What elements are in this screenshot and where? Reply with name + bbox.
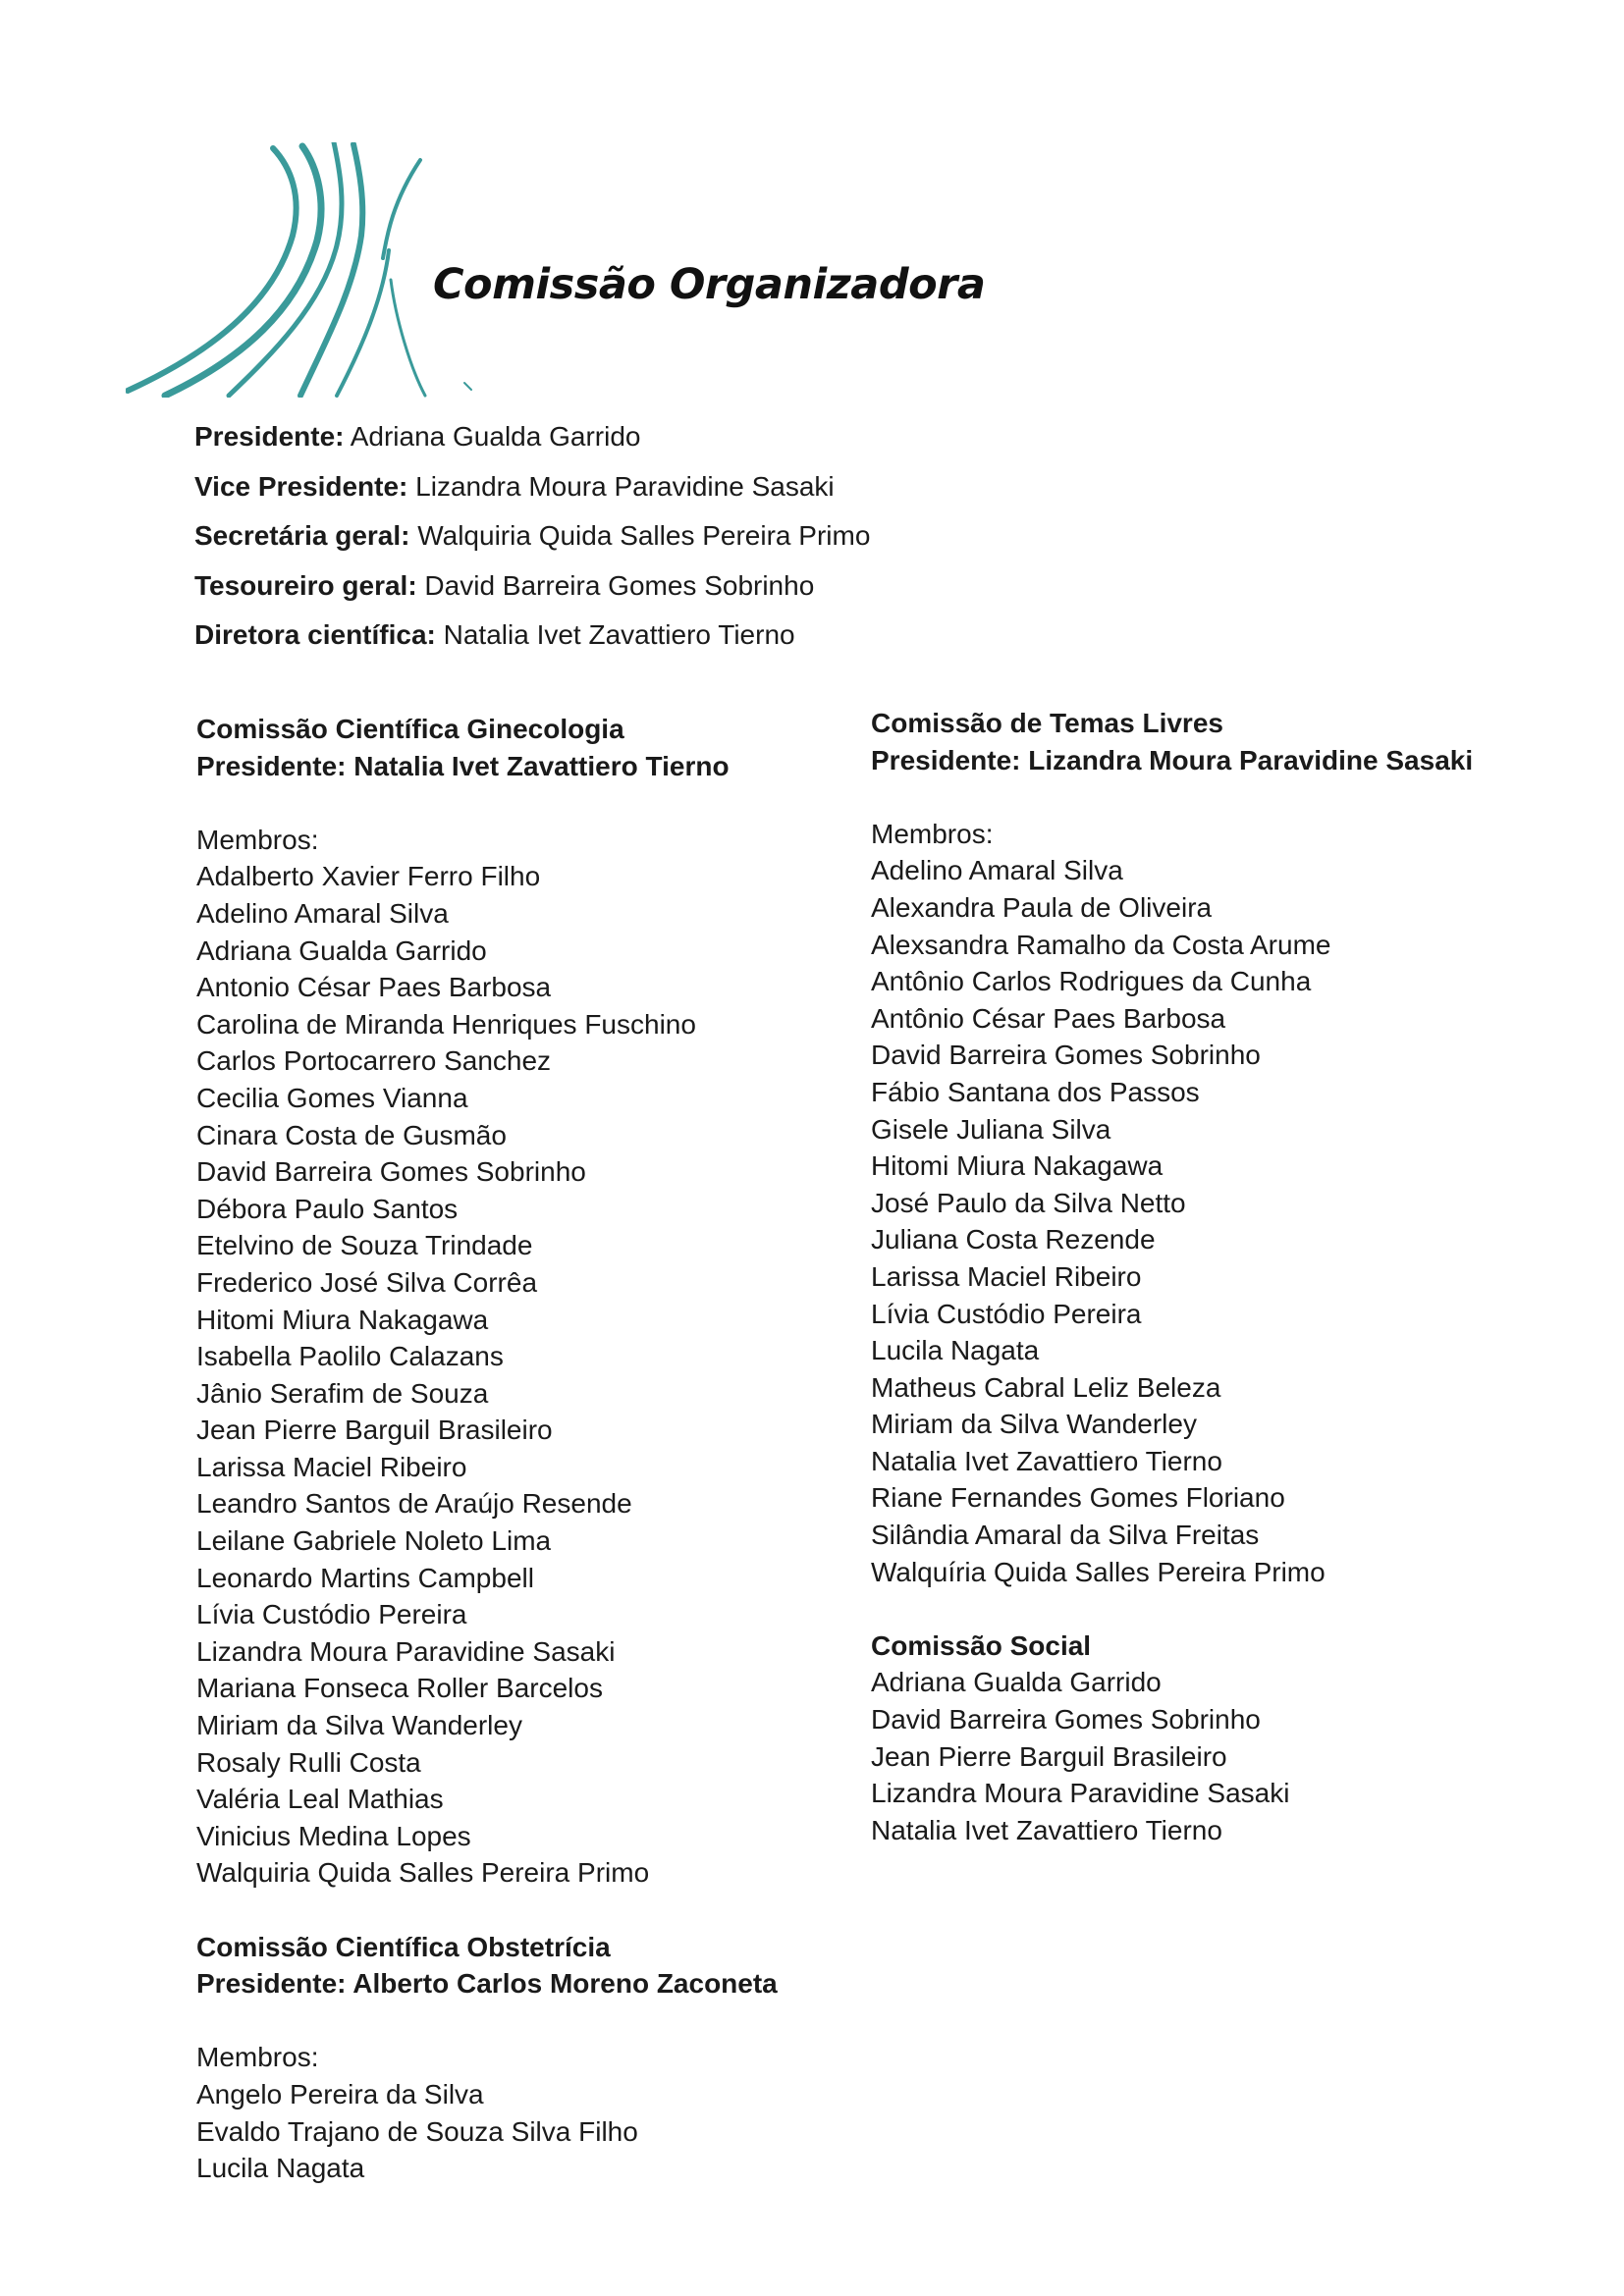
member-item: Jean Pierre Barguil Brasileiro — [871, 1740, 1227, 1772]
member-item: Lívia Custódio Pereira — [196, 1599, 467, 1630]
member-item: Adelino Amaral Silva — [196, 897, 449, 929]
logo-stroke-8 — [464, 383, 471, 390]
spacer — [871, 778, 1473, 816]
members-label: Membros: — [196, 2042, 319, 2073]
member-item: Adriana Gualda Garrido — [196, 934, 487, 966]
member-item: Etelvino de Souza Trindade — [196, 1230, 533, 1261]
member-item: Gisele Juliana Silva — [871, 1113, 1111, 1145]
member-item: Lizandra Moura Paravidine Sasaki — [196, 1635, 616, 1667]
member-item: Walquiria Quida Salles Pereira Primo — [196, 1857, 650, 1889]
members-label: Membros: — [196, 824, 319, 855]
member-item: Miriam da Silva Wanderley — [871, 1409, 1197, 1440]
page-title: Comissão Organizadora — [433, 260, 986, 309]
logo-stroke-6 — [383, 160, 420, 258]
member-item: Isabella Paolilo Calazans — [196, 1341, 504, 1372]
member-item: Cinara Costa de Gusmão — [196, 1119, 507, 1150]
member-item: Jânio Serafim de Souza — [196, 1377, 489, 1409]
member-item: Lucila Nagata — [196, 2153, 365, 2184]
member-item: Frederico José Silva Corrêa — [196, 1266, 538, 1298]
section-president: Presidente: Lizandra Moura Paravidine Sasaki — [871, 744, 1474, 775]
logo-stroke-3 — [229, 142, 342, 396]
spacer — [196, 1892, 778, 1929]
officer-role: Presidente: — [194, 421, 345, 452]
officer-name: Natalia Ivet Zavattiero Tierno — [435, 619, 795, 650]
section-heading: Comissão Social — [871, 1629, 1092, 1661]
member-item: Larissa Maciel Ribeiro — [871, 1260, 1142, 1292]
member-item: Adalberto Xavier Ferro Filho — [196, 861, 541, 892]
member-item: Vinicius Medina Lopes — [196, 1820, 471, 1851]
officer-row — [194, 611, 870, 661]
officer-role: Secretária geral: — [194, 520, 410, 551]
member-item: Jean Pierre Barguil Brasileiro — [196, 1415, 553, 1446]
member-item: Alexsandra Ramalho da Costa Arume — [871, 929, 1331, 960]
member-item: Antônio Carlos Rodrigues da Cunha — [871, 966, 1312, 997]
member-item: Lizandra Moura Paravidine Sasaki — [871, 1778, 1290, 1809]
member-item: Lívia Custódio Pereira — [871, 1298, 1142, 1329]
member-item: Riane Fernandes Gomes Floriano — [871, 1482, 1285, 1514]
officer-name: Walquiria Quida Salles Pereira Primo — [409, 520, 871, 551]
officer-name: David Barreira Gomes Sobrinho — [416, 569, 815, 601]
member-item: Hitomi Miura Nakagawa — [871, 1150, 1164, 1182]
logo-stroke-5 — [337, 250, 389, 396]
member-item: David Barreira Gomes Sobrinho — [871, 1040, 1261, 1071]
member-item: Rosaly Rulli Costa — [196, 1746, 421, 1778]
member-item: Matheus Cabral Leliz Beleza — [871, 1371, 1221, 1403]
member-item: Juliana Costa Rezende — [871, 1224, 1156, 1255]
spacer — [196, 2002, 778, 2040]
member-item: Fábio Santana dos Passos — [871, 1076, 1200, 1107]
member-item: Valéria Leal Mathias — [196, 1784, 444, 1815]
officer-name: Lizandra Moura Paravidine Sasaki — [407, 470, 835, 502]
officer-role: Vice Presidente: — [194, 470, 408, 502]
officer-row — [194, 462, 870, 512]
section-heading: Comissão de Temas Livres — [871, 708, 1223, 738]
section-president: Presidente: Alberto Carlos Moreno Zaconeta — [196, 1968, 778, 2000]
member-item: Lucila Nagata — [871, 1335, 1040, 1366]
officer-row — [194, 561, 870, 612]
member-item: Angelo Pereira da Silva — [196, 2078, 484, 2109]
officer-role: Diretora científica: — [194, 619, 436, 650]
member-item: Larissa Maciel Ribeiro — [196, 1451, 467, 1482]
member-item: Miriam da Silva Wanderley — [196, 1710, 522, 1741]
member-item: Walquíria Quida Salles Pereira Primo — [871, 1556, 1326, 1587]
member-item: Adelino Amaral Silva — [871, 855, 1123, 886]
spacer — [196, 784, 778, 822]
member-item: Natalia Ivet Zavattiero Tierno — [871, 1445, 1222, 1476]
member-item: Mariana Fonseca Roller Barcelos — [196, 1673, 603, 1704]
member-item: Antônio César Paes Barbosa — [871, 1002, 1226, 1034]
officer-name: Adriana Gualda Garrido — [344, 421, 641, 452]
member-item: Carolina de Miranda Henriques Fuschino — [196, 1008, 696, 1040]
member-item: Leilane Gabriele Noleto Lima — [196, 1525, 552, 1557]
spacer — [871, 1590, 1473, 1628]
member-item: Natalia Ivet Zavattiero Tierno — [871, 1814, 1222, 1845]
member-item: Adriana Gualda Garrido — [871, 1667, 1162, 1698]
section-heading: Comissão Científica Ginecologia — [196, 714, 624, 744]
member-item: David Barreira Gomes Sobrinho — [871, 1704, 1261, 1735]
section-president: Presidente: Natalia Ivet Zavattiero Tierno — [196, 750, 730, 781]
section-heading: Comissão Científica Obstetrícia — [196, 1931, 611, 1962]
officer-role: Tesoureiro geral: — [194, 569, 417, 601]
member-item: Leonardo Martins Campbell — [196, 1562, 534, 1593]
member-item: Hitomi Miura Nakagawa — [196, 1304, 489, 1335]
left-column — [196, 711, 778, 2187]
officers-list — [194, 412, 870, 661]
officer-row — [194, 412, 870, 462]
member-item: Cecilia Gomes Vianna — [196, 1082, 468, 1113]
members-label: Membros: — [871, 818, 994, 849]
member-item: Alexandra Paula de Oliveira — [871, 891, 1213, 923]
member-item: Silândia Amaral da Silva Freitas — [871, 1520, 1260, 1551]
right-column — [871, 705, 1473, 1848]
member-item: Carlos Portocarrero Sanchez — [196, 1045, 552, 1077]
member-item: Antonio César Paes Barbosa — [196, 972, 552, 1003]
member-item: Leandro Santos de Araújo Resende — [196, 1488, 632, 1520]
officer-row — [194, 511, 870, 561]
member-item: Débora Paulo Santos — [196, 1193, 459, 1224]
member-item: David Barreira Gomes Sobrinho — [196, 1156, 586, 1188]
logo-stroke-7 — [391, 280, 425, 396]
member-item: Evaldo Trajano de Souza Silva Filho — [196, 2115, 638, 2147]
member-item: José Paulo da Silva Netto — [871, 1187, 1186, 1218]
